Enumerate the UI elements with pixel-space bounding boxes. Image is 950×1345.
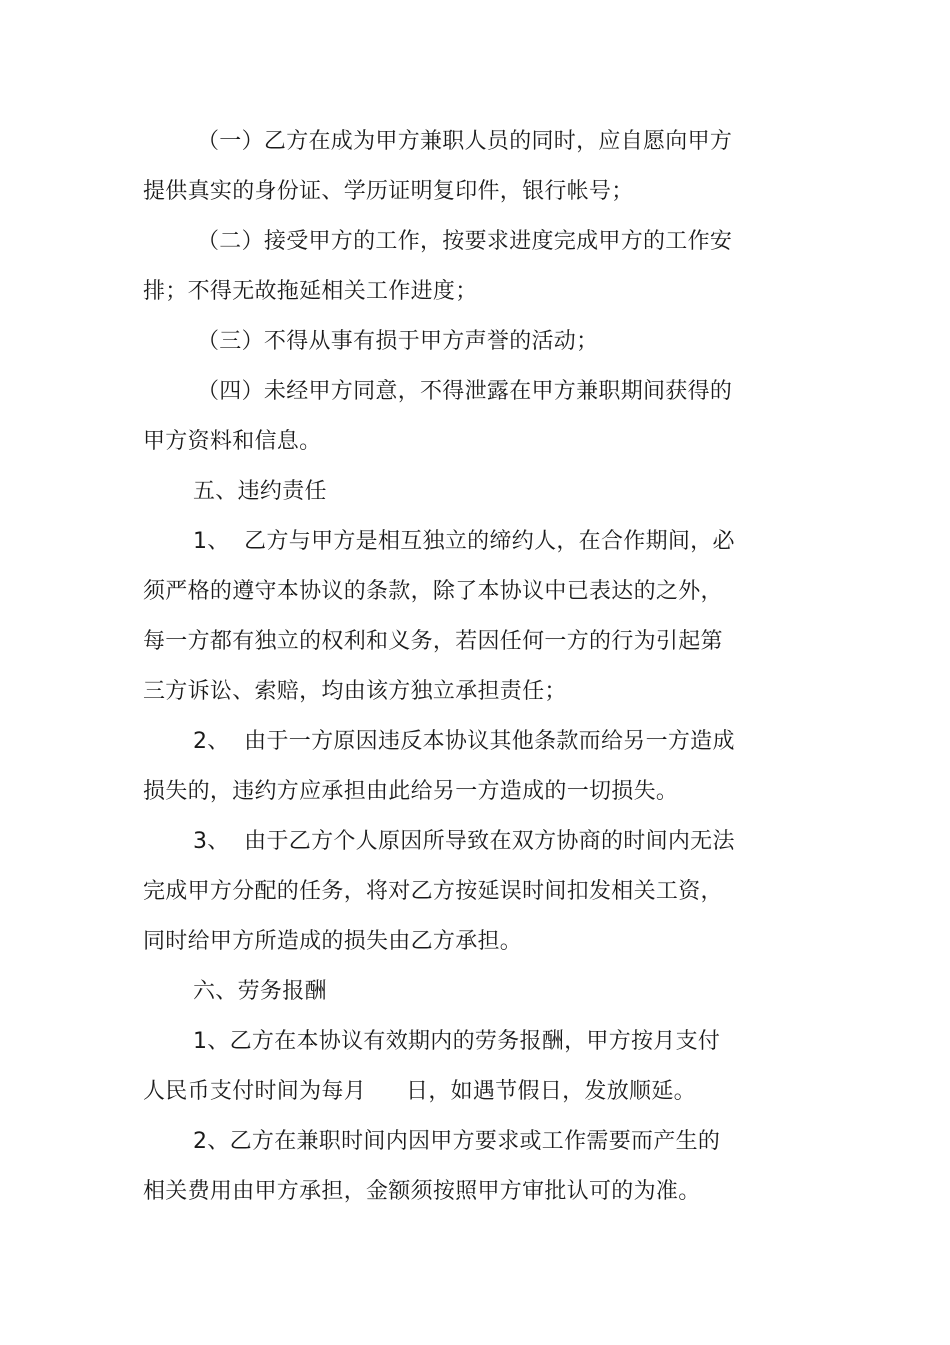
- paragraph-line: 须严格的遵守本协议的条款，除了本协议中已表达的之外，: [143, 579, 723, 604]
- paragraph-line: 完成甲方分配的任务，将对乙方按延误时间扣发相关工资，: [143, 879, 723, 904]
- paragraph-line: 1、 乙方与甲方是相互独立的缔约人，在合作期间，必: [193, 529, 735, 554]
- section-heading: 五、违约责任: [193, 479, 327, 504]
- paragraph-line: 2、乙方在兼职时间内因甲方要求或工作需要而产生的: [193, 1129, 721, 1154]
- paragraph-line: 相关费用由甲方承担，金额须按照甲方审批认可的为准。: [143, 1179, 701, 1204]
- paragraph-line: 同时给甲方所造成的损失由乙方承担。: [143, 929, 523, 954]
- paragraph-line: 3、 由于乙方个人原因所导致在双方协商的时间内无法: [193, 829, 735, 854]
- paragraph-line: 2、 由于一方原因违反本协议其他条款而给另一方造成: [193, 729, 735, 754]
- paragraph-line: 提供真实的身份证、学历证明复印件，银行帐号；: [143, 179, 634, 204]
- paragraph-line: （一）乙方在成为甲方兼职人员的同时，应自愿向甲方: [197, 129, 733, 154]
- paragraph-line: 甲方资料和信息。: [143, 429, 322, 454]
- paragraph-line: （四）未经甲方同意，不得泄露在甲方兼职期间获得的: [197, 379, 733, 404]
- paragraph-line: （三）不得从事有损于甲方声誉的活动；: [197, 329, 599, 354]
- paragraph-line: 损失的，违约方应承担由此给另一方造成的一切损失。: [143, 779, 679, 804]
- section-heading: 六、劳务报酬: [193, 979, 327, 1004]
- line-segment: 日，如遇节假日，发放顺延。: [406, 1079, 696, 1104]
- paragraph-line: 每一方都有独立的权利和义务，若因任何一方的行为引起第: [143, 629, 723, 654]
- paragraph-line: [143, 1067, 950, 1117]
- line-segment: 人民币支付时间为每月: [143, 1079, 367, 1104]
- paragraph-line: 1、乙方在本协议有效期内的劳务报酬，甲方按月支付: [193, 1029, 721, 1054]
- paragraph-line: （二）接受甲方的工作，按要求进度完成甲方的工作安: [197, 229, 733, 254]
- paragraph-line: 三方诉讼、索赔，均由该方独立承担责任；: [143, 679, 567, 704]
- paragraph-line: 排；不得无故拖延相关工作进度；: [143, 279, 478, 304]
